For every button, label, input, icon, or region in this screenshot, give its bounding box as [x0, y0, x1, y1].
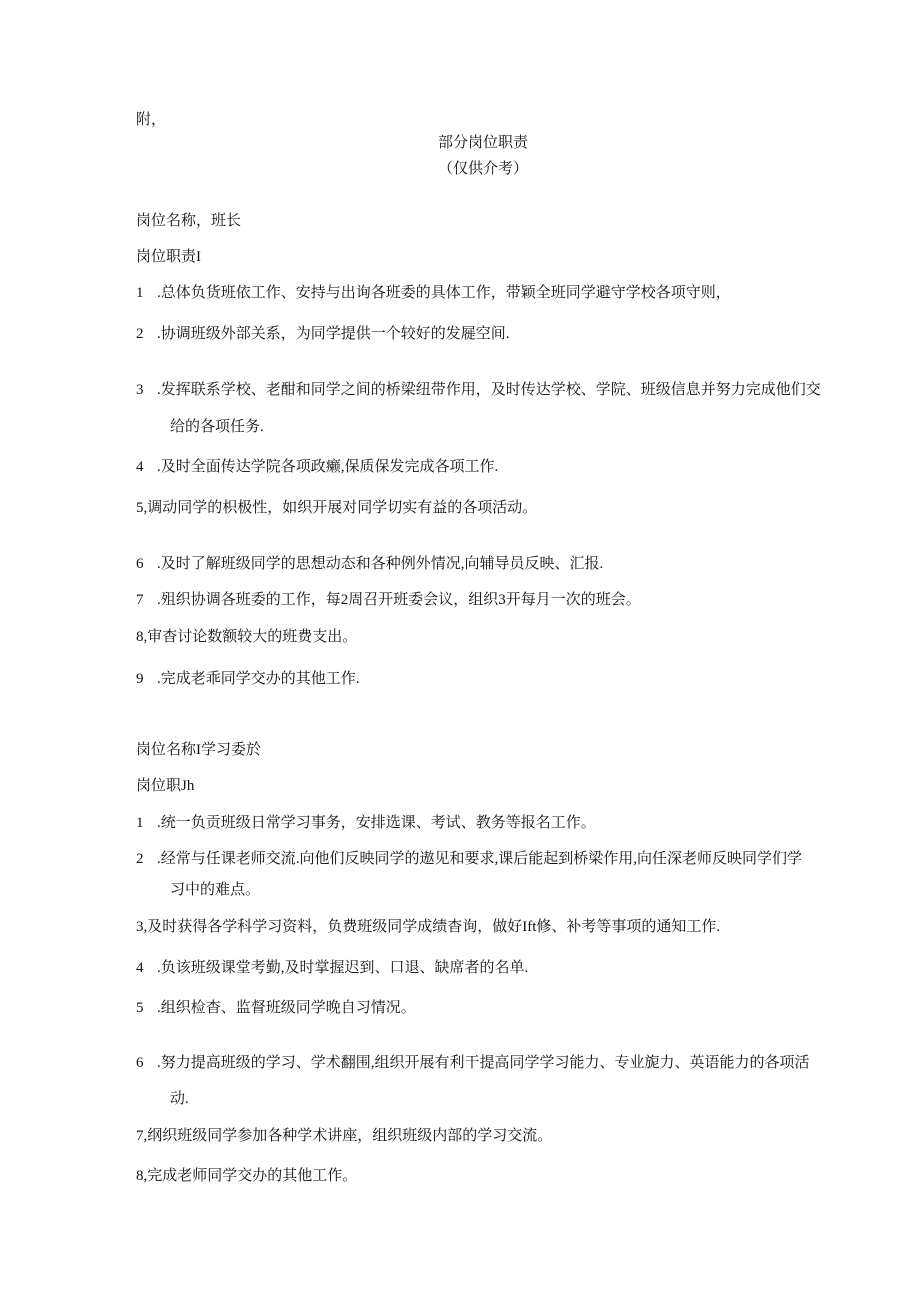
- item-text: 8,完成老师同学交办的其他工作。: [136, 1168, 358, 1184]
- item-number: 1: [136, 815, 144, 831]
- item-number: 4: [136, 459, 144, 475]
- list-item: [136, 1054, 810, 1072]
- duties-heading: 岗位职责I: [136, 249, 201, 265]
- attachment-prefix: 附，: [136, 112, 167, 128]
- list-item: [136, 999, 416, 1017]
- item-number: 9: [136, 671, 144, 687]
- item-text: .及时全面传达学院各项政癞,保质保发完成各项工作.: [157, 459, 499, 475]
- page-title: 部分岗位职责: [437, 135, 528, 151]
- item-number: 6: [136, 556, 144, 572]
- list-item: [136, 814, 596, 832]
- item-number: 7: [136, 592, 144, 608]
- duties-heading: 岗位职Jh: [136, 778, 195, 794]
- item-number: 2: [136, 851, 144, 867]
- item-continuation: 习中的难点。: [170, 882, 261, 898]
- list-item: [136, 284, 731, 302]
- item-text: 5,调动同学的枳极性，如织开展对同学切实有益的各项活动。: [136, 500, 538, 516]
- position-name: 岗位名称，班长: [136, 213, 242, 229]
- page-subtitle: （仅供介考）: [437, 161, 528, 177]
- item-text: .总体负货班依工作、安持与出询各班委的具体工作，带颖全班同学避守学校各项守则，: [157, 285, 731, 301]
- list-item: [136, 325, 510, 343]
- item-text: .发挥联系学校、老酣和同学之间的桥梁纽带作用，及时传达学校、学院、班级信息并努力完成他们交: [157, 382, 821, 398]
- item-text: .组织检杳、监督班级同学晚自习情况。: [157, 1000, 416, 1016]
- list-item: [136, 458, 498, 476]
- item-text: 3,及时获得各学科学习资料，负费班级同学成绩杳询，做好Ift修、补考等事项的通知工作.: [136, 919, 721, 935]
- position-name: 岗位名称I学习委於: [136, 742, 261, 758]
- item-text: .负该班级课堂考勤,及时掌握迟到、口退、缺席者的名单.: [157, 960, 529, 976]
- list-item: [136, 628, 357, 646]
- item-text: .及时了解班级同学的思想动态和各种例外情况,向辅导员反映、汇报.: [157, 556, 604, 572]
- list-item: [136, 850, 802, 868]
- list-item: [136, 381, 821, 399]
- list-item: [136, 591, 641, 609]
- item-number: 2: [136, 326, 144, 342]
- item-text: .经常与任课老师交流.向他们反映同学的遨见和要求,课后能起到桥梁作用,向任深老师反映同学们学: [157, 851, 803, 867]
- item-text: .殂织协调各班委的工作，每2周召开班委会议，组织3开每月一次的班会。: [157, 592, 641, 608]
- item-number: 3: [136, 382, 144, 398]
- item-continuation: 给的各项任务.: [170, 419, 264, 435]
- list-item: [136, 499, 537, 517]
- item-text: .努力提高班级的学习、学术翻围,组织开展有利干提高同学学习能力、专业旎力、英语能力的各项活: [157, 1055, 810, 1071]
- list-item: [136, 959, 528, 977]
- item-number: 5: [136, 1000, 144, 1016]
- item-text: .统一负贡班级日常学习事务，安排选课、考试、教务等报名工作。: [157, 815, 596, 831]
- list-item: [136, 918, 720, 936]
- item-text: .完成老乖同学交办的其他工作.: [157, 671, 360, 687]
- item-number: 1: [136, 285, 144, 301]
- item-number: 6: [136, 1055, 144, 1071]
- list-item: [136, 670, 360, 688]
- item-text: 8,审杳讨论数额较大的班费支出。: [136, 629, 358, 645]
- item-number: 4: [136, 960, 144, 976]
- list-item: [136, 1127, 552, 1145]
- item-text: 7,纲织班级同学参加各种学术讲座，组织班级内部的学习交流。: [136, 1128, 553, 1144]
- list-item: [136, 1167, 357, 1185]
- list-item: [136, 555, 603, 573]
- item-continuation: 动.: [170, 1091, 189, 1107]
- item-text: .协调班级外部关系，为同学提供一个较好的发屣空间.: [157, 326, 510, 342]
